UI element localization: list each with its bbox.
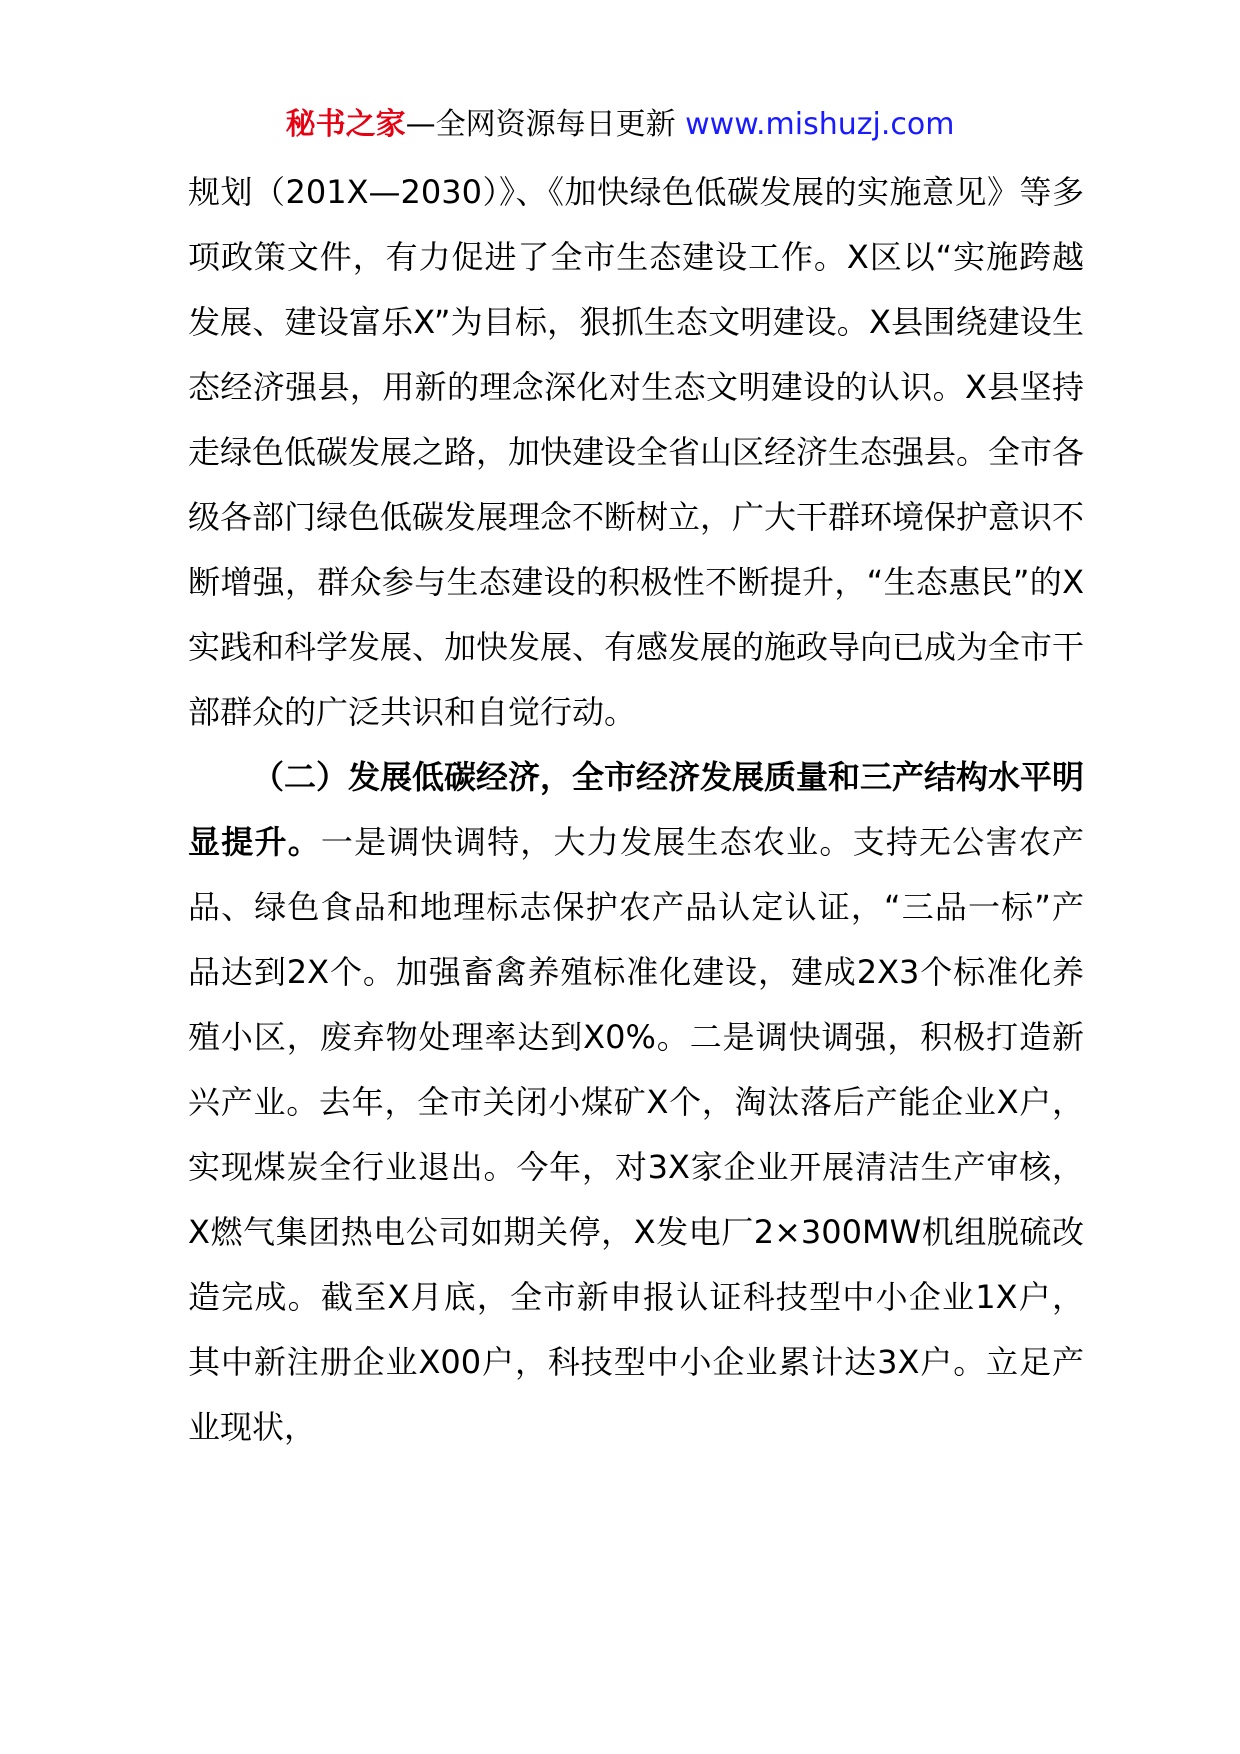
site-url-link[interactable]: www.mishuzj.com — [685, 107, 955, 142]
section-body: 一是调快调特，大力发展生态农业。支持无公害农产品、绿色食品和地理标志保护农产品认定认证，“三品一标”产品达到2X个。加强畜禽养殖标准化建设，建成2X3个标准化养殖小区，废弃物处理率达到X0%。二是调快调强，积极打造新兴产业。去年，全市关闭小煤矿X个，淘汰落后产能企业X户，实现煤炭全行业退出。今年，对3X家企业开展清洁生产审核，X燃气集团热电公司如期关停，X发电厂2×300MW机组脱硫改造完成。截至X月底，全市新申报认证科技型中小企业1X户，其中新注册企业X00户，科技型中小企业累计达3X户。立足产业现状， — [188, 823, 1084, 1446]
paragraph-section-two — [188, 745, 1084, 1460]
section-heading: （二）发展低碳经济，全市经济发展质量和三产结构水平明显提升。 — [188, 758, 1085, 861]
document-body — [188, 160, 1084, 1460]
site-slogan: —全网资源每日更新 — [405, 107, 686, 142]
paragraph-continuation: 规划（201X—2030）》、《加快绿色低碳发展的实施意见》等多项政策文件，有力促进了全市生态建设工作。X区以“实施跨越发展、建设富乐X”为目标，狠抓生态文明建设。X县围绕建设生态经济强县，用新的理念深化对生态文明建设的认识。X县坚持走绿色低碳发展之路，加快建设全省山区经济生态强县。全市各级各部门绿色低碳发展理念不断树立，广大干群环境保护意识不断增强，群众参与生态建设的积极性不断提升，“生态惠民”的X实践和科学发展、加快发展、有感发展的施政导向已成为全市干部群众的广泛共识和自觉行动。 — [188, 173, 1085, 731]
site-header — [0, 103, 1240, 147]
site-brand: 秘书之家 — [285, 107, 406, 142]
